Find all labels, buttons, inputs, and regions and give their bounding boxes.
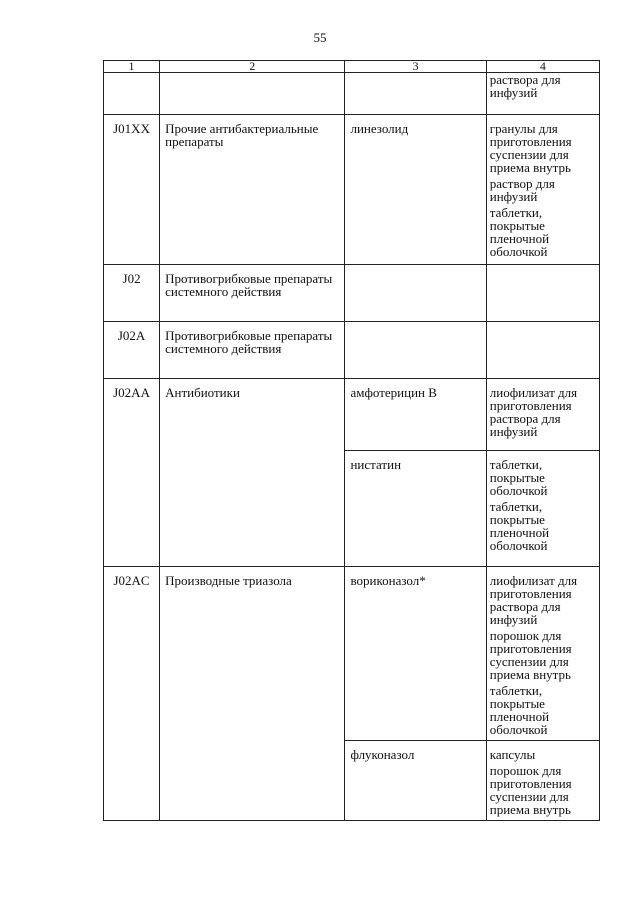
- group-cell: [160, 73, 345, 115]
- column-header: 2: [160, 61, 345, 73]
- drug-table: [103, 60, 600, 821]
- dosage-form: таблетки, покрытые пленочной оболочкой: [489, 205, 550, 259]
- atc-code-cell: J01XX: [104, 115, 160, 265]
- column-header-row: [104, 61, 600, 73]
- dosage-form: лиофилизат для приготовления раствора для инфузий: [489, 573, 578, 627]
- page-number: 55: [313, 30, 327, 45]
- drug-cell: линезолид: [345, 115, 486, 265]
- dosage-forms-cell: [486, 265, 599, 322]
- dosage-forms-cell: [486, 379, 599, 451]
- atc-code-cell: J02AA: [104, 379, 160, 567]
- dosage-forms-cell: [486, 115, 599, 265]
- dosage-forms-cell: [486, 322, 599, 379]
- dosage-form: таблетки, покрытые пленочной оболочкой: [489, 683, 550, 737]
- table-row: [104, 379, 600, 451]
- dosage-form: раствора для инфузий: [489, 72, 561, 100]
- atc-code-cell: J02: [104, 265, 160, 322]
- dosage-forms-cell: [486, 451, 599, 567]
- drug-cell: [345, 265, 486, 322]
- drug-cell: [345, 73, 486, 115]
- atc-code-cell: [104, 73, 160, 115]
- dosage-form: капсулы: [489, 747, 536, 762]
- atc-code-cell: J02A: [104, 322, 160, 379]
- dosage-form: гранулы для приготовления суспензии для приема внутрь: [489, 121, 572, 175]
- table-row: [104, 322, 600, 379]
- dosage-form: лиофилизат для приготовления раствора для инфузий: [489, 385, 578, 439]
- table-row: [104, 265, 600, 322]
- drug-cell: [345, 322, 486, 379]
- group-cell: Производные триазола: [160, 567, 345, 821]
- dosage-form: таблетки, покрытые пленочной оболочкой: [489, 499, 550, 553]
- atc-code-cell: J02AC: [104, 567, 160, 821]
- column-header: 4: [486, 61, 599, 73]
- column-header: 3: [345, 61, 486, 73]
- drug-cell: амфотерицин В: [345, 379, 486, 451]
- table-row: [104, 115, 600, 265]
- dosage-forms-cell: [486, 567, 599, 741]
- drug-cell: флуконазол: [345, 741, 486, 821]
- dosage-forms-cell: [486, 741, 599, 821]
- group-cell: Антибиотики: [160, 379, 345, 567]
- table-row: [104, 567, 600, 741]
- dosage-form: таблетки, покрытые оболочкой: [489, 457, 548, 498]
- group-cell: Прочие антибактериальные препараты: [160, 115, 345, 265]
- dosage-forms-cell: [486, 73, 599, 115]
- group-cell: Противогрибковые препараты системного действия: [160, 322, 345, 379]
- dosage-form: порошок для приготовления суспензии для приема внутрь: [489, 763, 572, 817]
- dosage-form: раствор для инфузий: [489, 176, 555, 204]
- table-row: [104, 73, 600, 115]
- group-cell: Противогрибковые препараты системного действия: [160, 265, 345, 322]
- drug-cell: нистатин: [345, 451, 486, 567]
- column-header: 1: [104, 61, 160, 73]
- dosage-form: порошок для приготовления суспензии для приема внутрь: [489, 628, 572, 682]
- drug-cell: вориконазол*: [345, 567, 486, 741]
